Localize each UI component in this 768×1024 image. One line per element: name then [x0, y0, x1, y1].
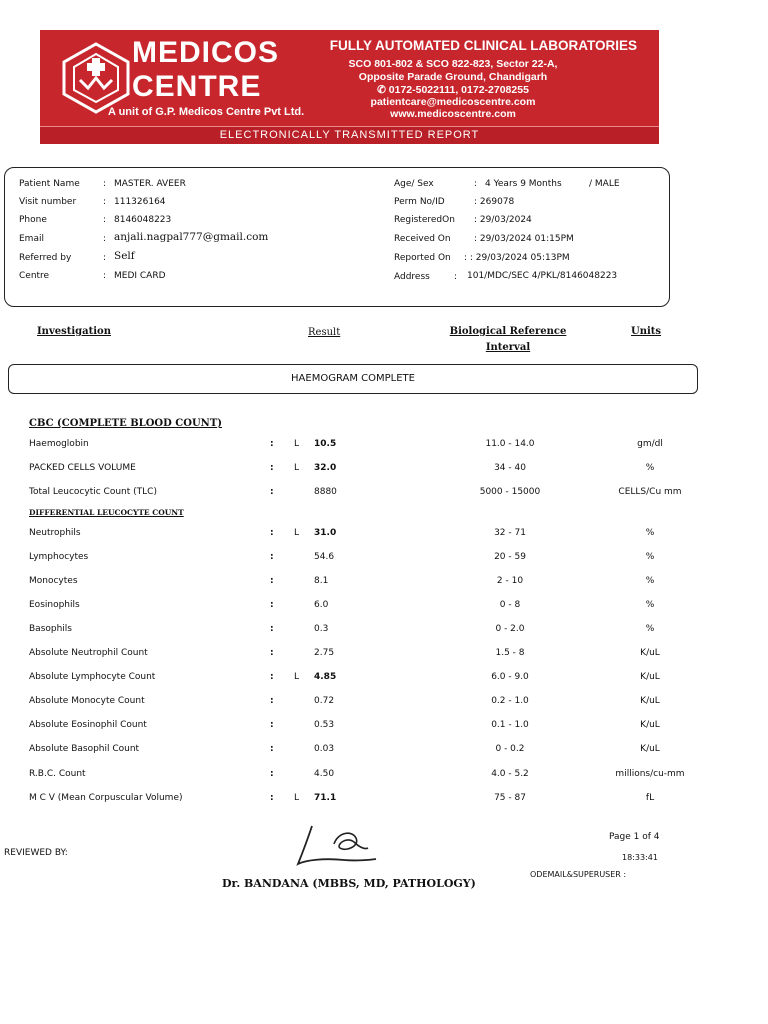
colon: : [270, 576, 274, 586]
lab-address-line: SCO 801-802 & SCO 822-823, Sector 22-A, [348, 58, 558, 70]
unit-value: % [645, 624, 655, 634]
test-name: Absolute Lymphocyte Count [29, 672, 156, 682]
unit-value: % [645, 528, 655, 538]
phone-value: 8146048223 [114, 215, 172, 225]
report-user: ODEMAIL&SUPERUSER : [530, 870, 627, 879]
differential-heading: DIFFERENTIAL LEUCOCYTE COUNT [29, 508, 184, 517]
colon: : [103, 234, 107, 244]
reference-column-head-line1: Biological Reference [449, 326, 567, 337]
referred-by-label: Referred by [19, 253, 72, 263]
table-row [0, 439, 768, 453]
unit-value: K/uL [640, 672, 660, 682]
table-row [0, 793, 768, 807]
colon: : [270, 744, 274, 754]
test-name: Lymphocytes [29, 552, 89, 562]
colon: : [103, 197, 107, 207]
medicos-logo-icon [58, 40, 134, 114]
age-value: 4 Years 9 Months [485, 179, 562, 189]
test-name: PACKED CELLS VOLUME [29, 463, 136, 473]
lab-website-line: www.medicoscentre.com [390, 108, 516, 120]
colon: : [103, 215, 107, 225]
table-row [0, 744, 768, 758]
reported-on-label: Reported On [394, 253, 451, 263]
result-column-head: Result [308, 327, 341, 338]
table-row [0, 552, 768, 566]
result-value: 8.1 [314, 576, 329, 586]
investigation-column-head: Investigation [37, 326, 111, 337]
patient-name-value: MASTER. AVEER [114, 179, 186, 189]
colon: : [270, 793, 274, 803]
perm-no-label: Perm No/ID [394, 197, 445, 207]
reported-on-value: : : 29/03/2024 05:13PM [464, 253, 570, 263]
perm-no-value: : 269078 [474, 197, 515, 207]
sex-value: / MALE [589, 179, 620, 189]
low-flag: L [294, 528, 300, 538]
result-value: 0.3 [314, 624, 329, 634]
unit-value: % [645, 576, 655, 586]
table-row [0, 487, 768, 501]
test-name: Absolute Eosinophil Count [29, 720, 147, 730]
table-row [0, 769, 768, 783]
result-value: 32.0 [314, 463, 337, 473]
result-value: 31.0 [314, 528, 337, 538]
test-name: Haemoglobin [29, 439, 89, 449]
colon: : [270, 528, 274, 538]
colon: : [270, 696, 274, 706]
unit-value: fL [645, 793, 655, 803]
reference-interval: 34 - 40 [494, 463, 526, 473]
transmitted-report-bar: ELECTRONICALLY TRANSMITTED REPORT [40, 126, 659, 144]
table-row [0, 696, 768, 710]
colon: : [270, 463, 274, 473]
reference-interval: 4.0 - 5.2 [491, 769, 529, 779]
colon: : [474, 179, 478, 189]
result-value: 54.6 [314, 552, 335, 562]
test-name: Basophils [29, 624, 72, 634]
address-value: 101/MDC/SEC 4/PKL/8146048223 [467, 271, 618, 281]
result-value: 8880 [314, 487, 337, 497]
test-name: Monocytes [29, 576, 78, 586]
colon: : [270, 672, 274, 682]
result-value: 6.0 [314, 600, 329, 610]
test-name: Eosinophils [29, 600, 80, 610]
result-value: 0.72 [314, 696, 335, 706]
email-value: anjali.nagpal777@gmail.com [114, 231, 269, 243]
low-flag: L [294, 439, 300, 449]
test-name: Absolute Neutrophil Count [29, 648, 148, 658]
colon: : [270, 600, 274, 610]
colon: : [103, 253, 107, 263]
low-flag: L [294, 672, 300, 682]
registered-on-label: RegisteredOn [394, 215, 455, 225]
unit-value: millions/cu-mm [615, 769, 685, 779]
unit-value: K/uL [640, 744, 660, 754]
test-name: R.B.C. Count [29, 769, 86, 779]
cbc-heading: CBC (COMPLETE BLOOD COUNT) [29, 418, 222, 429]
page-number: Page 1 of 4 [609, 832, 660, 842]
table-row [0, 672, 768, 686]
test-name: Total Leucocytic Count (TLC) [29, 487, 157, 497]
reference-interval: 0 - 0.2 [495, 744, 525, 754]
visit-number-label: Visit number [19, 197, 77, 207]
unit-value: K/uL [640, 720, 660, 730]
colon: : [103, 179, 107, 189]
unit-value: K/uL [640, 648, 660, 658]
colon: : [454, 272, 458, 282]
reviewed-by-label: REVIEWED BY: [4, 848, 68, 858]
phone-label: Phone [19, 215, 47, 225]
reference-interval: 6.0 - 9.0 [491, 672, 529, 682]
table-row [0, 528, 768, 542]
test-name: Absolute Monocyte Count [29, 696, 145, 706]
reference-interval: 2 - 10 [496, 576, 524, 586]
reference-interval: 75 - 87 [494, 793, 526, 803]
section-title-haemogram: HAEMOGRAM COMPLETE [8, 364, 698, 394]
unit-value: CELLS/Cu mm [618, 487, 682, 497]
address-label: Address [394, 272, 430, 282]
table-row [0, 648, 768, 662]
table-row [0, 624, 768, 638]
reference-interval: 0.1 - 1.0 [491, 720, 529, 730]
test-name: M C V (Mean Corpuscular Volume) [29, 793, 183, 803]
age-sex-label: Age/ Sex [394, 179, 434, 189]
test-name: Absolute Basophil Count [29, 744, 140, 754]
colon: : [270, 648, 274, 658]
reference-interval: 1.5 - 8 [495, 648, 525, 658]
referred-by-value: Self [114, 250, 135, 262]
result-value: 71.1 [314, 793, 337, 803]
lab-email-line: patientcare@medicoscentre.com [370, 96, 536, 108]
test-name: Neutrophils [29, 528, 81, 538]
reference-interval: 0.2 - 1.0 [491, 696, 529, 706]
result-value: 2.75 [314, 648, 335, 658]
lab-title: FULLY AUTOMATED CLINICAL LABORATORIES [329, 38, 637, 53]
table-row [0, 463, 768, 477]
brand-name-line1: MEDICOS [132, 36, 280, 69]
reference-interval: 0 - 8 [499, 600, 521, 610]
lab-phone-line: ✆ 0172-5022111, 0172-2708255 [377, 84, 529, 96]
centre-label: Centre [19, 271, 50, 281]
unit-value: K/uL [640, 696, 660, 706]
table-row [0, 720, 768, 734]
result-value: 4.50 [314, 769, 335, 779]
result-value: 10.5 [314, 439, 337, 449]
unit-value: % [645, 552, 655, 562]
brand-unit-line: A unit of G.P. Medicos Centre Pvt Ltd. [108, 106, 305, 118]
low-flag: L [294, 463, 300, 473]
result-value: 4.85 [314, 672, 337, 682]
registered-on-value: : 29/03/2024 [474, 215, 532, 225]
table-row [0, 576, 768, 590]
colon: : [270, 552, 274, 562]
colon: : [103, 271, 107, 281]
brand-name-line2: CENTRE [132, 70, 262, 103]
handwritten-signature-icon [294, 820, 378, 868]
reference-interval: 20 - 59 [494, 552, 526, 562]
print-time: 18:33:41 [622, 853, 658, 862]
centre-value: MEDI CARD [114, 271, 166, 281]
patient-name-label: Patient Name [19, 179, 80, 189]
reference-interval: 32 - 71 [494, 528, 526, 538]
reference-interval: 11.0 - 14.0 [485, 439, 535, 449]
colon: : [270, 487, 274, 497]
result-value: 0.03 [314, 744, 335, 754]
received-on-value: : 29/03/2024 01:15PM [474, 234, 574, 244]
received-on-label: Received On [394, 234, 451, 244]
visit-number-value: 111326164 [114, 197, 166, 207]
unit-value: % [645, 463, 655, 473]
reference-interval: 0 - 2.0 [495, 624, 525, 634]
lab-header-banner [40, 30, 659, 144]
colon: : [270, 720, 274, 730]
colon: : [270, 439, 274, 449]
result-value: 0.53 [314, 720, 335, 730]
low-flag: L [294, 793, 300, 803]
reference-column-head-line2: Interval [485, 342, 531, 353]
units-column-head: Units [631, 326, 662, 337]
unit-value: gm/dl [637, 439, 663, 449]
colon: : [270, 624, 274, 634]
reviewing-doctor: Dr. BANDANA (MBBS, MD, PATHOLOGY) [222, 877, 476, 890]
lab-address-line: Opposite Parade Ground, Chandigarh [358, 71, 548, 83]
colon: : [270, 769, 274, 779]
reference-interval: 5000 - 15000 [479, 487, 541, 497]
unit-value: % [645, 600, 655, 610]
email-label: Email [19, 234, 44, 244]
table-row [0, 600, 768, 614]
